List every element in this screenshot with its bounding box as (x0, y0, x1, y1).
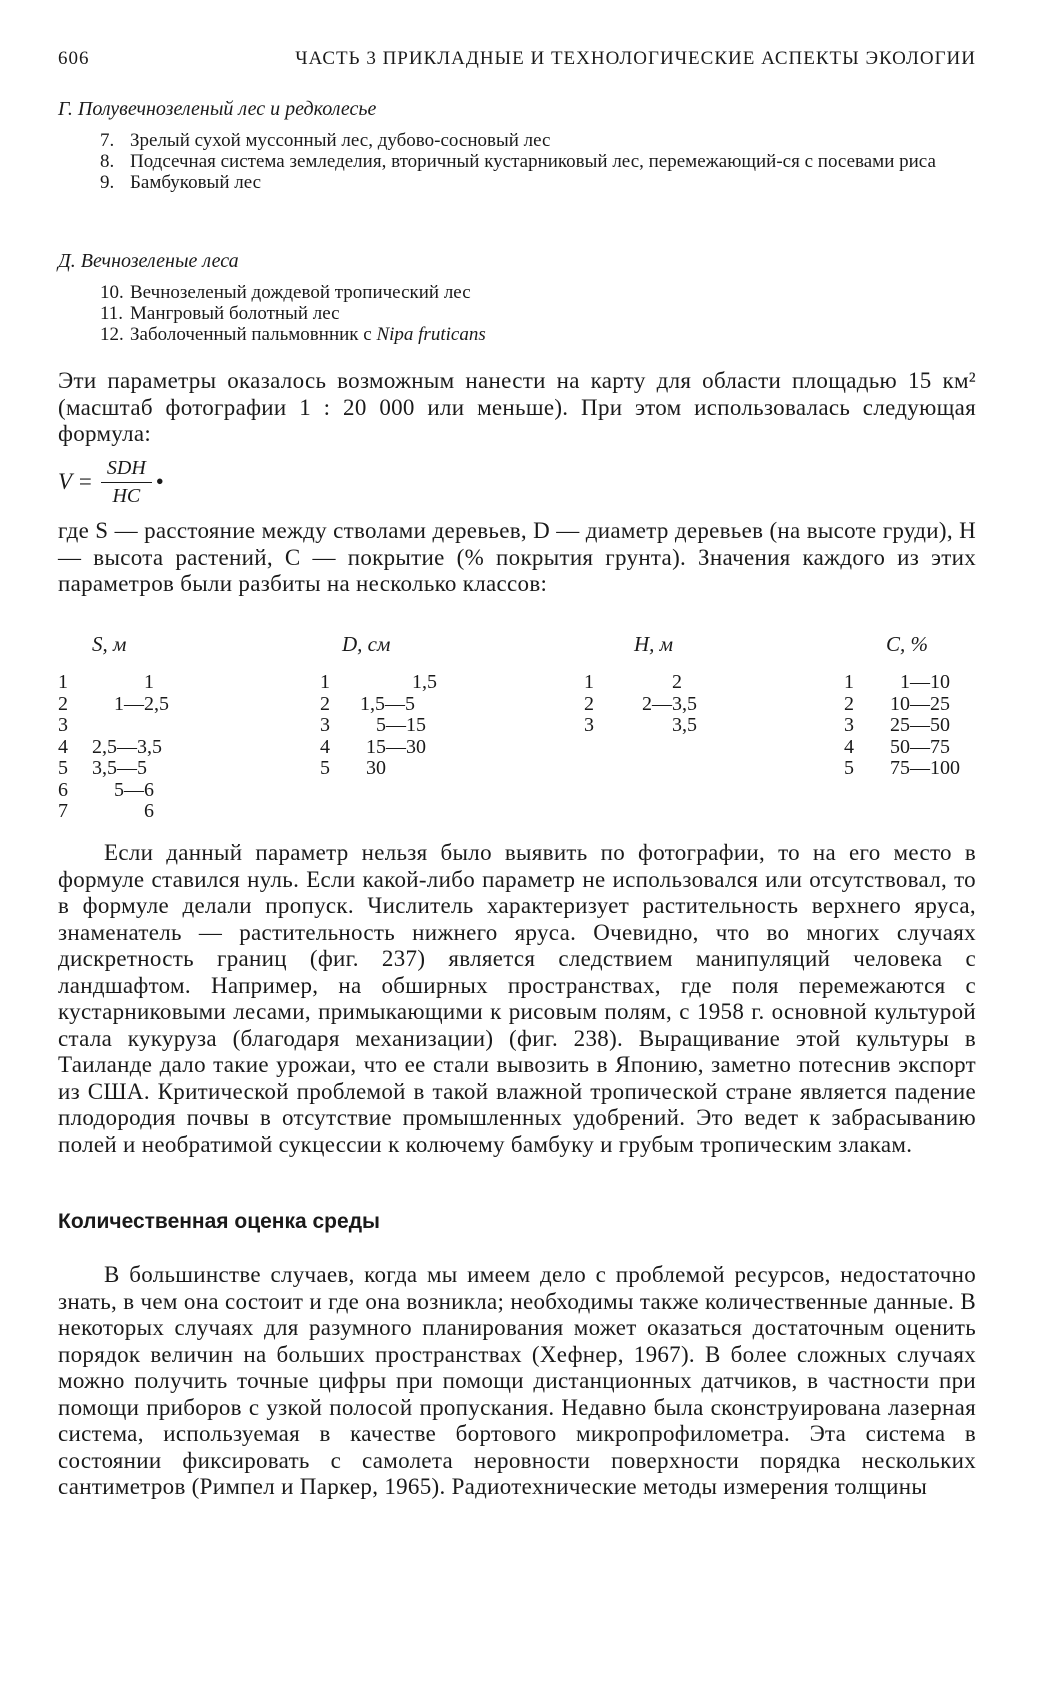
formula-numerator: SDH (101, 457, 152, 483)
table-row: 2 1—2,5 (58, 692, 169, 715)
table-row: 5 3,5—5 (58, 757, 147, 779)
list-item: 7. Зрелый сухой муссонный лес, дубово-сосновый лес (100, 130, 551, 151)
list-item: 10. Вечнозеленый дождевой тропический лес (100, 282, 471, 303)
list-item: 12. Заболоченный пальмовнник с Nipa fruticans (100, 324, 486, 345)
page-header (58, 48, 976, 76)
table-row: 6 5—6 (58, 778, 154, 801)
section-heading: Количественная оценка среды (58, 1210, 380, 1233)
column-header: C, % (886, 632, 928, 656)
formula (58, 452, 164, 512)
list-item: 8. Подсечная система земледелия, вторичный кустарниковый лес, перемежающий-ся с посевами риса (100, 151, 936, 172)
column-s (58, 632, 278, 823)
column-d (320, 632, 520, 780)
table-row: 2 10—25 (844, 692, 950, 715)
section-d-title: Д. Вечнозеленые леса (58, 250, 239, 272)
running-title: ЧАСТЬ 3 ПРИКЛАДНЫЕ И ТЕХНОЛОГИЧЕСКИЕ АСПЕКТЫ ЭКОЛОГИИ (295, 48, 976, 69)
column-h (584, 632, 784, 737)
table-row: 3 (58, 714, 68, 736)
section-d-list (100, 282, 976, 345)
table-row: 1 1—10 (844, 671, 950, 693)
table-row: 4 15—30 (320, 735, 426, 758)
column-header: H, м (634, 632, 674, 656)
table-row: 4 2,5—3,5 (58, 735, 162, 758)
formula-tail: • (155, 469, 164, 494)
section-g-list (100, 130, 976, 193)
formula-denominator: HC (112, 484, 141, 507)
table-row: 1 1 (58, 671, 154, 693)
paragraph-main: Если данный параметр нельзя было выявить по фотографии, то на его место в формуле ставился нуль. Если какой-либо параметр не использовался или отсутствовал, то в формуле делали пропуск. Числитель характеризует растительность верхнего яруса, знаменатель — растительность нижнего яруса. Очевидно, что во многих случаях дискретность границ (фиг. 237) является следствием манипуляций человека с ландшафтом. Например, на обширных пространствах, где поля перемежаются с кустарниковыми лесами, примыкающими к рисовым полям, с 1958 г. основной культурой стала кукуруза (благодаря механизации) (фиг. 238). Выращивание этой культуры в Таиланде дало такие урожаи, что ее стали вывозить в Японию, заметно потеснив экспорт из США. Критической проблемой в такой влажной тропической стране является падение плодородия почвы в отсутствие промышленных удобрений. Это ведет к забрасыванию полей и необратимой сукцессии к колючему бамбуку и грубым тропическим злакам. (58, 840, 976, 1157)
section-d (58, 250, 976, 345)
section-g (58, 98, 976, 193)
species-name: Nipa fruticans (376, 324, 486, 345)
table-row: 2 2—3,5 (584, 692, 697, 715)
table-row: 3 25—50 (844, 714, 950, 736)
column-header: D, см (342, 632, 391, 656)
list-item: 9. Бамбуковый лес (100, 172, 262, 193)
formula-fraction (101, 457, 152, 508)
list-item: 11. Мангровый болотный лес (100, 303, 340, 324)
table-row: 3 3,5 (584, 714, 697, 736)
column-header: S, м (92, 632, 127, 656)
table-row: 1 1,5 (320, 671, 437, 693)
paragraph-where: где S — расстояние между стволами деревьев, D — диаметр деревьев (на высоте груди), H — высота растений, C — покрытие (% покрытия грунта). Значения каждого из этих параметров были разбиты на несколько классов: (58, 518, 976, 596)
table-row: 2 1,5—5 (320, 692, 415, 715)
section-g-title: Г. Полувечнозеленый лес и редколесье (58, 98, 377, 120)
table-row: 5 30 (320, 757, 386, 779)
column-c (844, 632, 984, 780)
classes-table (58, 632, 976, 832)
table-row: 5 75—100 (844, 757, 960, 779)
table-row: 1 2 (584, 671, 682, 693)
table-row: 4 50—75 (844, 735, 950, 758)
paragraph-last: В большинстве случаев, когда мы имеем дело с проблемой ресурсов, недостаточно знать, в чем она состоит и где она возникла; необходимы также количественные данные. В некоторых случаях для разумного планирования может оказаться достаточным оценить порядок величин на больших пространствах (Хефнер, 1967). В более сложных случаях можно получить точные цифры при помощи дистанционных датчиков, в частности при помощи приборов с узкой полосой пропускания. Недавно была сконструирована лазерная система, используемая в качестве бортового микропрофилометра. Эта система в состоянии фиксировать с самолета неровности поверхности порядка нескольких сантиметров (Римпел и Паркер, 1965). Радиотехнические методы измерения толщины (58, 1262, 976, 1499)
table-row: 3 5—15 (320, 714, 426, 736)
table-row: 7 6 (58, 800, 154, 822)
page-number: 606 (58, 48, 90, 69)
paragraph-intro: Эти параметры оказалось возможным нанести на карту для области площадью 15 км² (масштаб фотографии 1 : 20 000 или меньше). При этом использовалась следующая формула: (58, 368, 976, 446)
formula-lhs: V = (58, 469, 93, 494)
